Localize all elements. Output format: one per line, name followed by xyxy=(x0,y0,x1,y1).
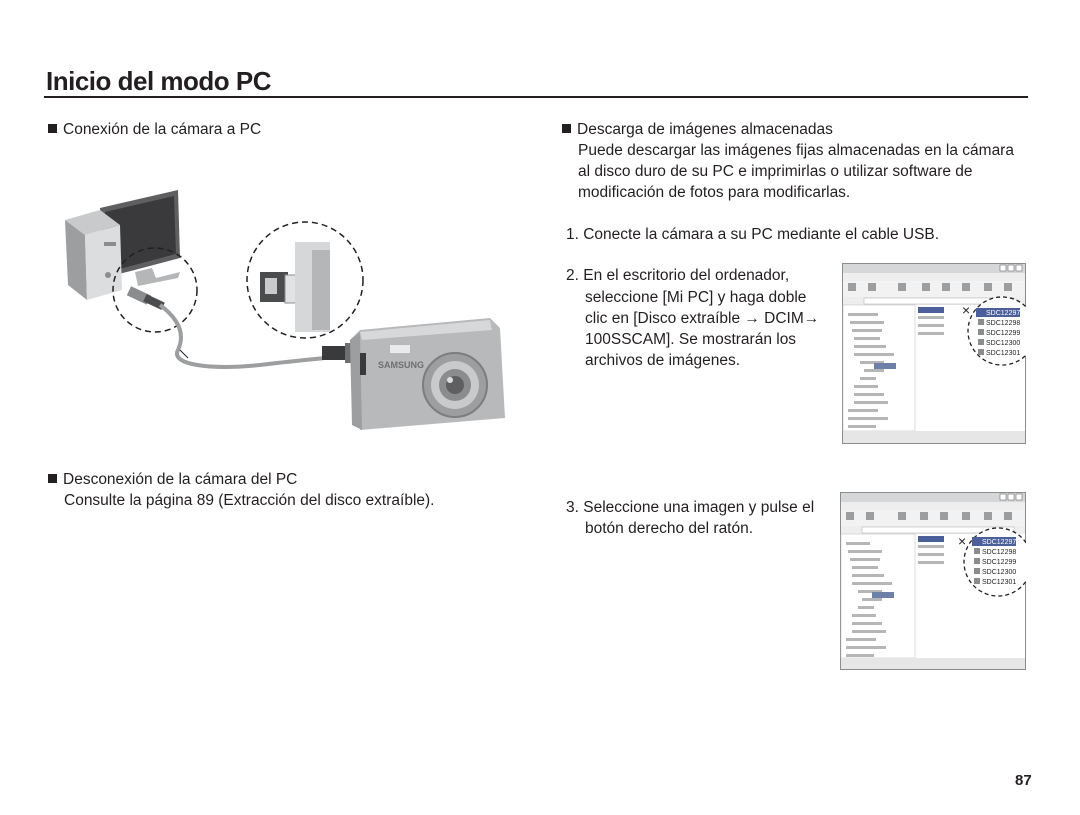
page-number: 87 xyxy=(1015,772,1032,789)
file-item: SDC12299 xyxy=(982,559,1017,566)
step-2-line-4: 100SSCAM]. Se mostrarán los xyxy=(585,331,797,348)
connect-heading xyxy=(48,119,261,140)
step-3-line-1: 3. Seleccione una imagen y pulse el xyxy=(566,499,815,516)
disconnect-text: Consulte la página 89 (Extracción del disco extraíble). xyxy=(64,492,435,509)
page-title: Inicio del modo PC xyxy=(46,66,272,96)
step-1: 1. Conecte la cámara a su PC mediante el cable USB. xyxy=(566,226,940,243)
file-item: SDC12300 xyxy=(986,340,1021,347)
explorer-screenshot-1 xyxy=(842,263,1026,444)
close-icon: × xyxy=(962,302,971,318)
camera-brand: SAMSUNG xyxy=(378,360,425,370)
step-2-line-2: seleccione [Mi PC] y haga doble xyxy=(585,289,807,306)
file-item: SDC12297 xyxy=(986,310,1021,317)
camera-icon xyxy=(350,318,505,430)
step-2-line-5: archivos de imágenes. xyxy=(585,352,741,369)
file-item: SDC12297 xyxy=(982,539,1017,546)
step-3-line-2: botón derecho del ratón. xyxy=(585,520,754,537)
close-icon: × xyxy=(958,533,967,549)
file-item: SDC12299 xyxy=(986,330,1021,337)
connect-heading-text: Conexión de la cámara a PC xyxy=(63,121,262,138)
file-item: SDC12301 xyxy=(986,350,1021,357)
bullet-icon xyxy=(48,124,57,133)
disconnect-heading xyxy=(48,469,297,490)
intro-line-3: modificación de fotos para modificarlas. xyxy=(578,184,851,201)
title-rule xyxy=(44,96,1028,98)
step-2-line-3: clic en [Disco extraíble → DCIM→ xyxy=(585,310,820,327)
connection-illustration xyxy=(60,180,510,445)
file-item: SDC12298 xyxy=(986,320,1021,327)
intro-line-1: Puede descargar las imágenes fijas almacenadas en la cámara xyxy=(578,142,1014,159)
download-heading-text: Descarga de imágenes almacenadas xyxy=(577,121,833,138)
download-heading xyxy=(562,119,833,140)
file-item: SDC12298 xyxy=(982,549,1017,556)
step-2-line-1: 2. En el escritorio del ordenador, xyxy=(566,267,790,284)
disconnect-heading-text: Desconexión de la cámara del PC xyxy=(63,471,298,488)
file-item: SDC12300 xyxy=(982,569,1017,576)
bullet-icon xyxy=(48,474,57,483)
file-item: SDC12301 xyxy=(982,579,1017,586)
bullet-icon xyxy=(562,124,571,133)
explorer-screenshot-2 xyxy=(840,492,1026,670)
intro-line-2: al disco duro de su PC e imprimirlas o utilizar software de xyxy=(578,163,973,180)
